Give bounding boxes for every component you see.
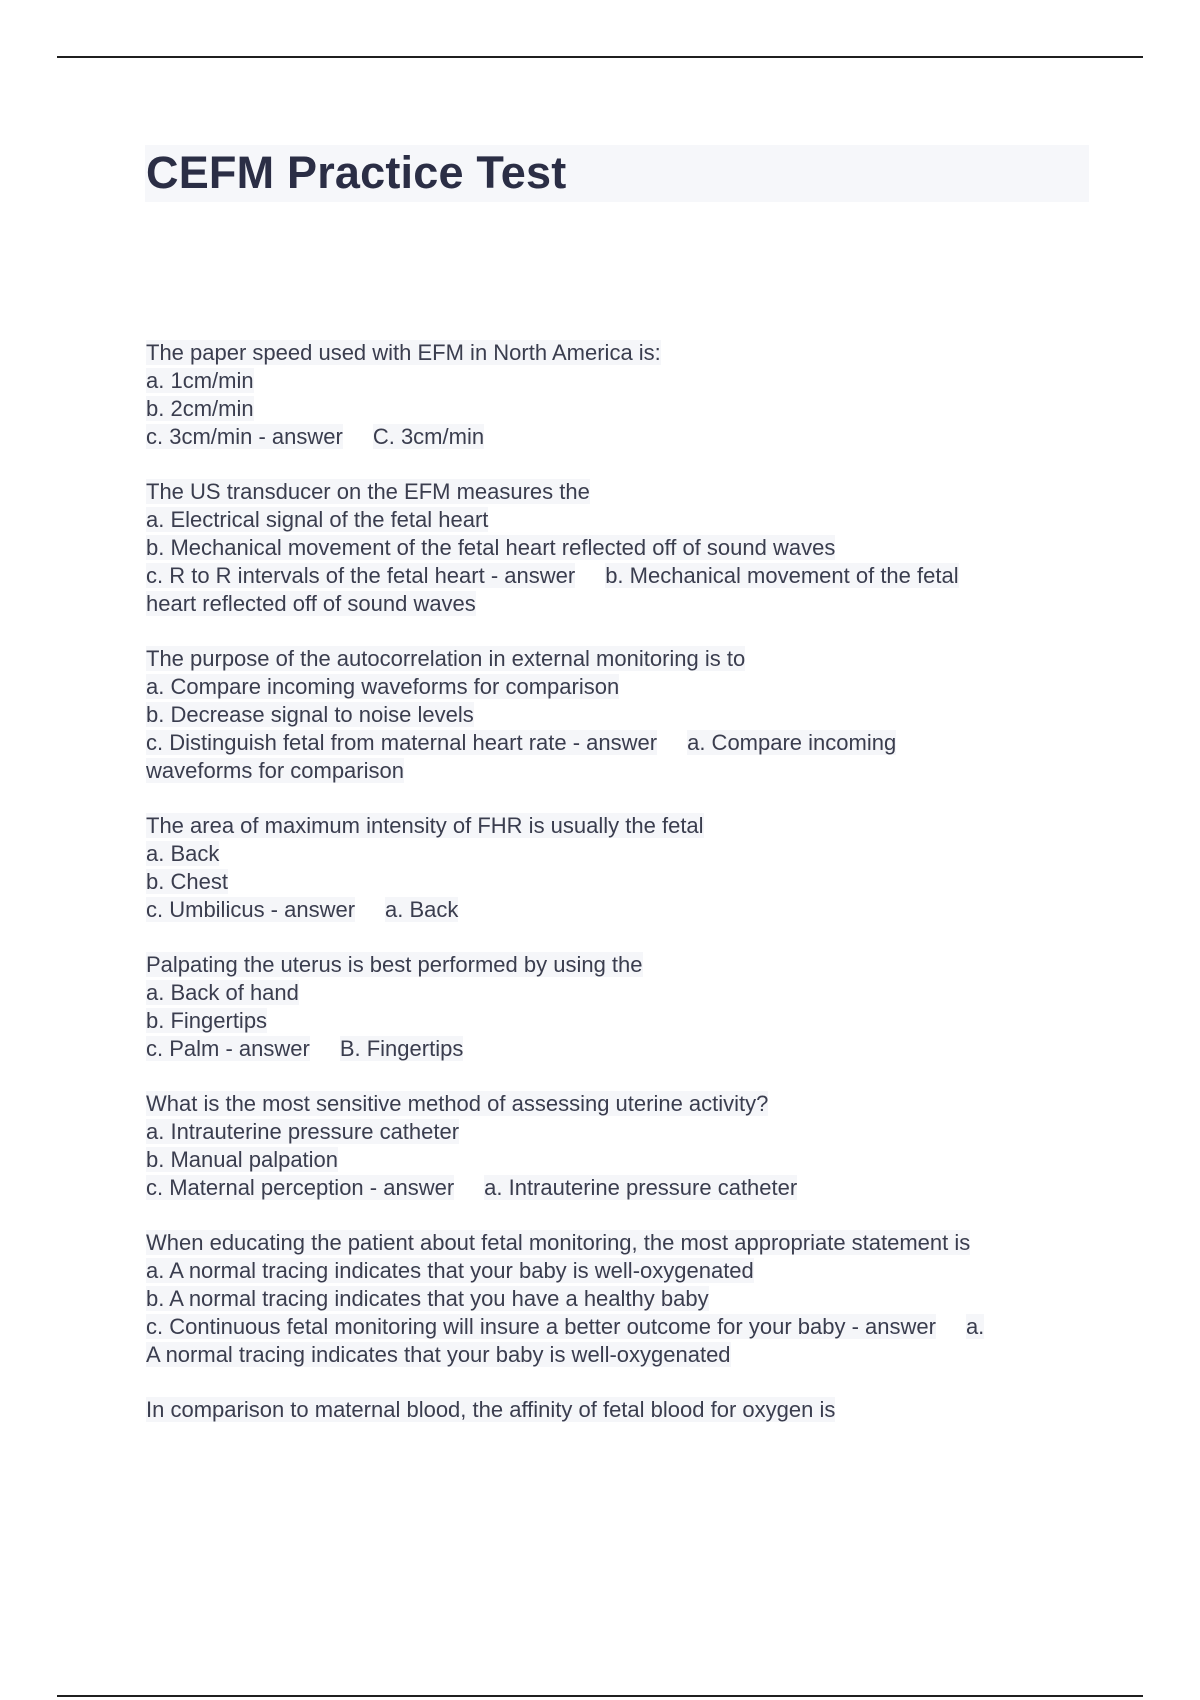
option-c: c. Umbilicus - answer (146, 897, 356, 922)
option-a: a. Back (146, 841, 220, 866)
option-b: b. Decrease signal to noise levels (146, 702, 474, 727)
answer-text: a. Compare incoming (687, 730, 897, 755)
top-rule (57, 56, 1143, 58)
option-b: b. Mechanical movement of the fetal heart reflected off of sound waves (146, 535, 836, 560)
option-b: b. 2cm/min (146, 396, 254, 421)
answer-text: B. Fingertips (339, 1036, 464, 1061)
option-c: c. Distinguish fetal from maternal heart rate - answer (146, 730, 658, 755)
option-c: c. R to R intervals of the fetal heart - answer (146, 563, 576, 588)
option-a: a. Electrical signal of the fetal heart (146, 507, 489, 532)
option-a: a. Compare incoming waveforms for comparison (146, 674, 620, 699)
question-text: When educating the patient about fetal monitoring, the most appropriate statement is (146, 1230, 971, 1255)
option-a: a. 1cm/min (146, 368, 254, 393)
option-c: c. Palm - answer (146, 1036, 310, 1061)
option-b: b. A normal tracing indicates that you have a healthy baby (146, 1286, 709, 1311)
page-title: CEFM Practice Test (146, 147, 567, 198)
bottom-rule (57, 1695, 1143, 1697)
option-b: b. Fingertips (146, 1008, 268, 1033)
question-text: What is the most sensitive method of assessing uterine activity? (146, 1091, 769, 1116)
answer-text-continued: heart reflected off of sound waves (146, 591, 476, 616)
answer-text: C. 3cm/min (372, 424, 485, 449)
question-list (146, 339, 1096, 1451)
answer-text: a. Intrauterine pressure catheter (484, 1175, 798, 1200)
question-block-8 (146, 1396, 1096, 1424)
question-block-7 (146, 1229, 1096, 1369)
option-b: b. Chest (146, 869, 228, 894)
question-block-4 (146, 812, 1096, 924)
option-b: b. Manual palpation (146, 1147, 339, 1172)
question-block-3 (146, 645, 1096, 785)
answer-text: b. Mechanical movement of the fetal (605, 563, 959, 588)
option-c: c. Maternal perception - answer (146, 1175, 455, 1200)
question-text: Palpating the uterus is best performed by using the (146, 952, 643, 977)
answer-text-continued: waveforms for comparison (146, 758, 404, 783)
option-a: a. Back of hand (146, 980, 299, 1005)
option-c: c. Continuous fetal monitoring will insure a better outcome for your baby - answer (146, 1314, 936, 1339)
answer-text: a. Back (385, 897, 459, 922)
option-c: c. 3cm/min - answer (146, 424, 343, 449)
question-text: In comparison to maternal blood, the affinity of fetal blood for oxygen is (146, 1397, 836, 1422)
question-block-1 (146, 339, 1096, 451)
question-block-5 (146, 951, 1096, 1063)
question-block-6 (146, 1090, 1096, 1202)
question-text: The US transducer on the EFM measures the (146, 479, 590, 504)
question-text: The purpose of the autocorrelation in external monitoring is to (146, 646, 746, 671)
question-text: The area of maximum intensity of FHR is usually the fetal (146, 813, 704, 838)
answer-text: a. (965, 1314, 985, 1339)
option-a: a. A normal tracing indicates that your baby is well-oxygenated (146, 1258, 754, 1283)
question-text: The paper speed used with EFM in North America is: (146, 340, 661, 365)
option-a: a. Intrauterine pressure catheter (146, 1119, 460, 1144)
answer-text-continued: A normal tracing indicates that your baby is well-oxygenated (146, 1342, 731, 1367)
question-block-2 (146, 478, 1096, 618)
